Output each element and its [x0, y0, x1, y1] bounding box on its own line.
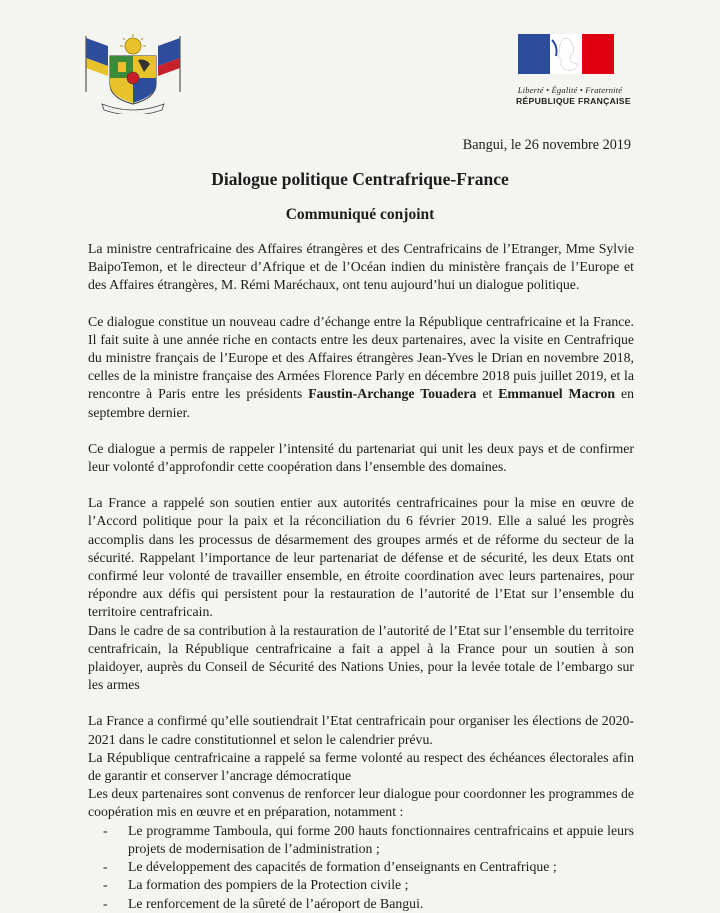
paragraph-2: [88, 313, 634, 422]
paragraph-5: Dans le cadre de sa contribution à la restauration de l’autorité de l’Etat sur l’ensemble du territoire centrafricain, la République centrafricaine a fait a appel à la France pour un soutien à son plaidoyer, auprès du Conseil de Sécurité des Nations Unies, pour la levée totale de l’embargo sur les armes: [88, 622, 634, 693]
paragraph-4: La France a rappelé son soutien entier aux autorités centrafricaines pour la mise en œuvre de l’Accord politique pour la paix et la réconciliation du 6 février 2019. Elle a salué les progrès accomplis dans les processus de désarmement des groupes armés et de réforme du secteur de la sécurité. Rappelant l’importance de leur partenariat de défense et de sécurité, les deux Etats ont confirmé leur volonté de travailler ensemble, en étroite coordination avec leurs partenaires, pour répondre aux défis qui persistent pour la restauration de l’autorité de l’Etat sur l’ensemble du territoire centrafricain.: [88, 495, 634, 620]
president-name-1: Faustin-Archange Touadera: [308, 386, 477, 402]
list-item: - Le développement des capacités de formation d’enseignants en Centrafrique ;: [88, 858, 634, 876]
paragraph-6: La France a confirmé qu’elle soutiendrait l’Etat centrafricain pour organiser les élections de 2020-2021 dans le cadre constitutionnel et selon le calendrier prévu.: [88, 713, 634, 747]
republic-motto: Liberté • Égalité • Fraternité: [517, 85, 623, 95]
document-subtitle: Communiqué conjoint: [285, 206, 435, 223]
paragraph-8: Les deux partenaires sont convenus de renforcer leur dialogue pour coordonner les programmes de coopération mis en œuvre et en préparation, notamment :: [88, 786, 634, 820]
paragraph-2-and: et: [476, 386, 499, 402]
document-body: [88, 240, 634, 913]
list-item: - Le programme Tamboula, qui forme 200 hauts fonctionnaires centrafricains et appuie leurs projets de modernisation de l’administration ;: [88, 822, 634, 858]
marianne-flag-icon: [518, 34, 614, 74]
paragraph-3: Ce dialogue a permis de rappeler l’intensité du partenariat qui unit les deux pays et de confirmer leur volonté d’approfondir cette coopération dans l’ensemble des domaines.: [88, 440, 634, 475]
list-item: - Le renforcement de la sûreté de l’aéroport de Bangui.: [88, 895, 634, 913]
republic-name: RÉPUBLIQUE FRANÇAISE: [516, 96, 631, 106]
coat-of-arms-icon: [78, 32, 188, 114]
date-line: Bangui, le 26 novembre 2019: [462, 137, 631, 153]
paragraph-2-end: en septembre dernier.: [88, 386, 634, 420]
list-item: - La formation des pompiers de la Protection civile ;: [88, 876, 634, 894]
paragraph-2-text: Ce dialogue constitue un nouveau cadre d’échange entre la République centrafricaine et la France. Il fait suite à une année riche en contacts entre les deux partenaires, avec la visite en Centrafrique du ministre français de l’Europe et des Affaires étrangères Jean-Yves le Drian en novembre 2018, celles de la ministre française des Armées Florence Parly en décembre 2018 puis juillet 2019, et la rencontre à Paris entre les présidents: [88, 313, 634, 402]
president-name-2: Emmanuel Macron: [498, 386, 616, 402]
paragraph-1: La ministre centrafricaine des Affaires étrangères et des Centrafricains de l’Etranger, Mme Sylvie BaipoTemon, et le directeur d’Afrique et de l’Océan indien du ministère français de l’Europe et des Affaires étrangères, M. Rémi Maréchaux, ont tenu aujourd’hui un dialogue politique.: [88, 241, 634, 293]
paragraph-7: La République centrafricaine a rappelé sa ferme volonté au respect des échéances électorales afin de garantir et conserver l’ancrage démocratique: [88, 749, 634, 784]
marianne-logo: [516, 34, 631, 106]
document-title: Dialogue politique Centrafrique-France: [211, 169, 509, 189]
cooperation-list: [88, 822, 634, 913]
